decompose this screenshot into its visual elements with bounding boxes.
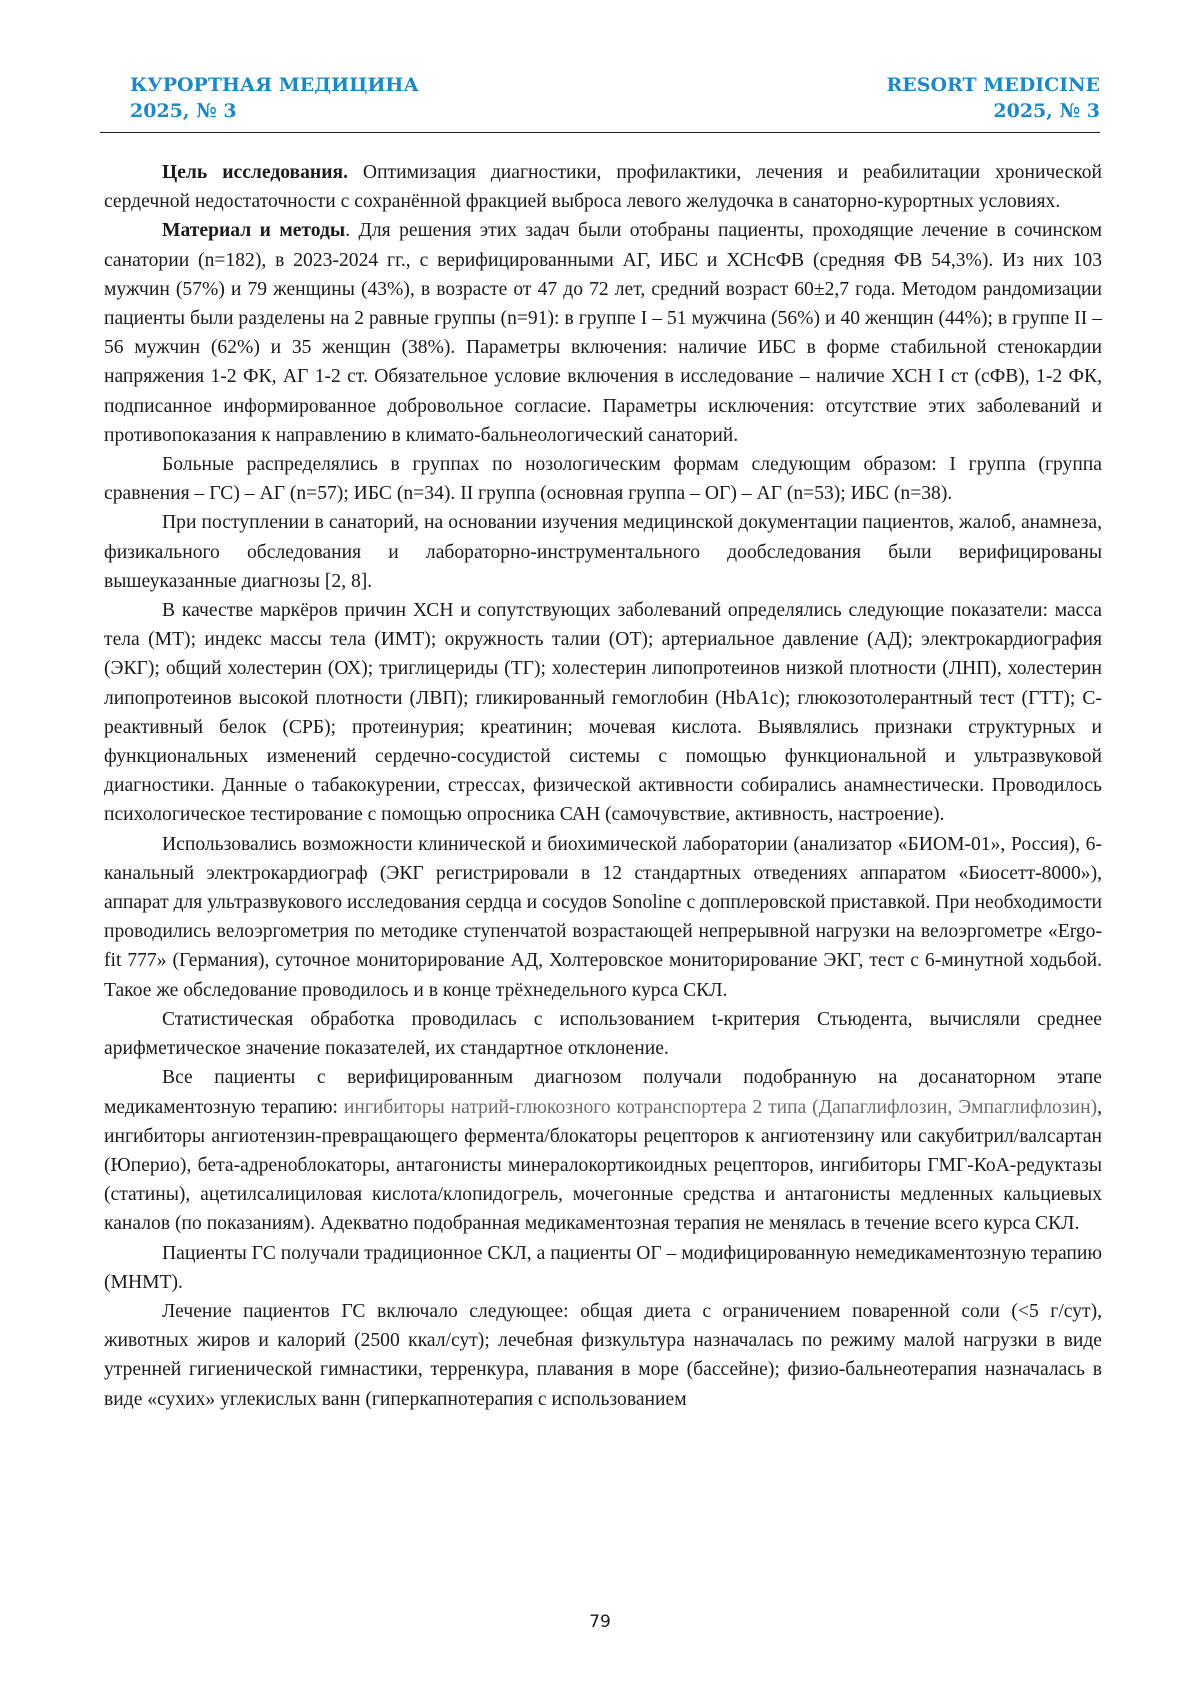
paragraph-treatment-gs: Лечение пациентов ГС включало следующее: общая диета с ограничением поваренной соли (<5 г/сут), животных жиров и калорий (2500 ккал/сут); лечебная физкультура назначалась по режиму малой нагрузки в виде утренней гигиенической гимнастики, терренкура, плавания в море (бассейне); физио-бальнеотерапия назначалась в виде «сухих» углекислых ванн (гиперкапнотерапия с использованием [104,1297,1102,1414]
heading-methods: Материал и методы [162,220,345,241]
running-header [100,68,1100,133]
text-aim: Оптимизация диагностики, профилактики, лечения и реабилитации хронической сердечной недостаточности с сохранённой фракцией выброса левого желудочка в санаторно-курортных условиях. [104,162,1102,212]
paragraph-methods [104,216,1102,450]
header-left [130,72,419,124]
article-body [104,158,1102,1414]
journal-title-ru: КУРОРТНАЯ МЕДИЦИНА [130,72,419,98]
header-right [887,72,1101,124]
journal-title-en: RESORT MEDICINE [887,72,1101,98]
therapy-text-end: , ингибиторы ангиотензин-превращающего фермента/блокаторы рецепторов к ангиотензину или сакубитрил/валсартан (Юперио), бета-адреноблокаторы, антагонисты минералокортикоидных рецепторов, ингибиторы ГМГ-КоА-редуктазы (статины), ацетилсалициловая кислота/клопидогрель, мочегонные средства и антагонисты медленных кальциевых каналов (по показаниям). Адекватно подобранная медикаментозная терапия не менялась в течение всего курса СКЛ. [104,1097,1102,1235]
paragraph-statistics: Статистическая обработка проводилась с использованием t-критерия Стьюдента, вычисляли среднее арифметическое значение показателей, их стандартное отклонение. [104,1005,1102,1063]
paragraph-aim [104,158,1102,216]
text-methods: . Для решения этих задач были отобраны пациенты, проходящие лечение в сочинском санатории (n=182), в 2023-2024 гг., с верифицированными АГ, ИБС и ХСНсФВ (средняя ФВ 54,3%). Из них 103 мужчин (57%) и 79 женщины (43%), в возрасте от 47 до 72 лет, средний возраст 60±2,7 года. Методом рандомизации пациенты были разделены на 2 равные группы (n=91): в группе I – 51 мужчина (56%) и 40 женщин (44%); в группе II – 56 мужчин (62%) и 35 женщин (38%). Параметры включения: наличие ИБС в форме стабильной стенокардии напряжения 1-2 ФК, АГ 1-2 ст. Обязательное условие включения в исследование – наличие ХСН I ст (сФВ), 1-2 ФК, подписанное информированное добровольное согласие. Параметры исключения: отсутствие этих заболеваний и противопоказания к направлению в климато-бальнеологический санаторий. [104,220,1102,445]
paragraph-therapy [104,1063,1102,1238]
page-number: 79 [0,1612,1200,1632]
paragraph-admission: При поступлении в санаторий, на основании изучения медицинской документации пациентов, жалоб, анамнеза, физикального обследования и лабораторно-инструментального дообследования были верифицированы вышеуказанные диагнозы [2, 8]. [104,508,1102,596]
therapy-text-gray: ингибиторы натрий-глюкозного котранспортера 2 типа (Дапаглифлозин, Эмпаглифлозин) [344,1097,1097,1118]
issue-en: 2025, № 3 [887,98,1101,124]
issue-ru: 2025, № 3 [130,98,419,124]
paragraph-groups: Больные распределялись в группах по нозологическим формам следующим образом: I группа (группа сравнения – ГС) – АГ (n=57); ИБС (n=34). II группа (основная группа – ОГ) – АГ (n=53); ИБС (n=38). [104,450,1102,508]
therapy-text-start: Все пациенты с верифицированным диагнозом получали подобранную на досанаторном этапе медикаментозную терапию: [104,1067,1102,1117]
paragraph-treatment-types: Пациенты ГС получали традиционное СКЛ, а пациенты ОГ – модифицированную немедикаментозную терапию (МНМТ). [104,1239,1102,1297]
heading-aim: Цель исследования. [162,162,348,183]
paragraph-markers: В качестве маркёров причин ХСН и сопутствующих заболеваний определялись следующие показатели: масса тела (МТ); индекс массы тела (ИМТ); окружность талии (ОТ); артериальное давление (АД); электрокардиография (ЭКГ); общий холестерин (ОХ); триглицериды (ТГ); холестерин липопротеинов низкой плотности (ЛНП), холестерин липопротеинов высокой плотности (ЛВП); гликированный гемоглобин (HbA1c); глюкозотолерантный тест (ГТТ); С-реактивный белок (СРБ); протеинурия; креатинин; мочевая кислота. Выявлялись признаки структурных и функциональных изменений сердечно-сосудистой системы с помощью функциональной и ультразвуковой диагностики. Данные о табакокурении, стрессах, физической активности собирались анамнестически. Проводилось психологическое тестирование с помощью опросника САН (самочувствие, активность, настроение). [104,596,1102,830]
paragraph-equipment: Использовались возможности клинической и биохимической лаборатории (анализатор «БИОМ-01», Россия), 6-канальный электрокардиограф (ЭКГ регистрировали в 12 стандартных отведениях аппаратом «Биосетт-8000»), аппарат для ультразвукового исследования сердца и сосудов Sonoline с допплеровской приставкой. При необходимости проводились велоэргометрия по методике ступенчатой возрастающей непрерывной нагрузки на велоэргометре «Ergo-fit 777» (Германия), суточное мониторирование АД, Холтеровское мониторирование ЭКГ, тест с 6-минутной ходьбой. Такое же обследование проводилось и в конце трёхнедельного курса СКЛ. [104,830,1102,1005]
page [0,0,1200,1697]
